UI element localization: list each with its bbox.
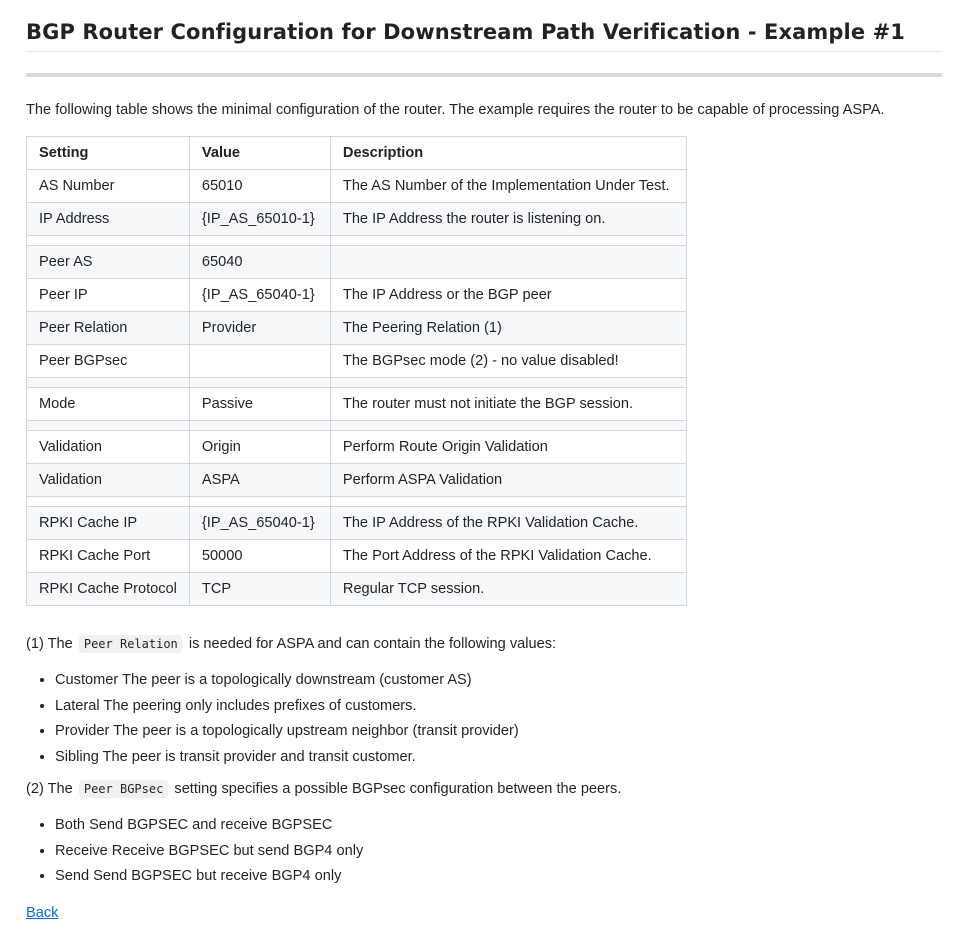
header-value: Value <box>189 137 330 170</box>
description-cell: The router must not initiate the BGP session. <box>330 388 686 421</box>
description-cell: The AS Number of the Implementation Under Test. <box>330 170 686 203</box>
table-row <box>27 345 687 378</box>
table-spacer-row <box>27 378 687 388</box>
note-1-suffix: is needed for ASPA and can contain the following values: <box>188 636 557 652</box>
note-2-prefix: (2) The <box>26 781 73 797</box>
setting-cell: AS Number <box>27 170 190 203</box>
spacer-cell <box>330 378 686 388</box>
peer-bgpsec-list <box>26 813 621 890</box>
note-1 <box>26 633 621 655</box>
spacer-cell <box>27 421 190 431</box>
description-cell: The IP Address of the RPKI Validation Cache. <box>330 507 686 540</box>
setting-cell: Validation <box>27 464 190 497</box>
description-cell: Regular TCP session. <box>330 573 686 606</box>
peer-bgpsec-code: Peer BGPsec <box>79 780 168 798</box>
horizontal-rule <box>26 73 942 77</box>
back-link[interactable]: Back <box>26 905 59 921</box>
description-cell: The BGPsec mode (2) - no value disabled! <box>330 345 686 378</box>
table-row <box>27 246 687 279</box>
value-cell: TCP <box>189 573 330 606</box>
table-spacer-row <box>27 497 687 507</box>
spacer-cell <box>330 421 686 431</box>
setting-cell: Peer IP <box>27 279 190 312</box>
setting-cell: RPKI Cache IP <box>27 507 190 540</box>
list-item: • Receive Receive BGPSEC but send BGP4 only <box>55 839 621 865</box>
value-cell: {IP_AS_65040-1} <box>189 507 330 540</box>
setting-cell: Peer AS <box>27 246 190 279</box>
spacer-cell <box>189 421 330 431</box>
spacer-cell <box>27 378 190 388</box>
setting-cell: Peer BGPsec <box>27 345 190 378</box>
table-row <box>27 507 687 540</box>
spacer-cell <box>330 497 686 507</box>
peer-relation-code: Peer Relation <box>79 635 183 653</box>
value-cell: 65010 <box>189 170 330 203</box>
table-row <box>27 540 687 573</box>
value-cell: 65040 <box>189 246 330 279</box>
table-row <box>27 170 687 203</box>
list-item: • Send Send BGPSEC but receive BGP4 only <box>55 864 621 890</box>
spacer-cell <box>27 497 190 507</box>
table-row <box>27 279 687 312</box>
spacer-cell <box>189 497 330 507</box>
table-row <box>27 464 687 497</box>
setting-cell: IP Address <box>27 203 190 236</box>
setting-cell: RPKI Cache Port <box>27 540 190 573</box>
table-row <box>27 573 687 606</box>
setting-cell: Validation <box>27 431 190 464</box>
table-header-row <box>27 137 687 170</box>
table-row <box>27 312 687 345</box>
spacer-cell <box>189 378 330 388</box>
page-title: BGP Router Configuration for Downstream Path Verification - Example #1 <box>26 0 942 52</box>
table-body <box>27 170 687 606</box>
peer-relation-list <box>26 668 621 770</box>
list-item: • Sibling The peer is transit provider and transit customer. <box>55 745 621 771</box>
value-cell: Origin <box>189 431 330 464</box>
note-2 <box>26 778 621 800</box>
list-item: • Provider The peer is a topologically upstream neighbor (transit provider) <box>55 719 621 745</box>
table-spacer-row <box>27 236 687 246</box>
list-item: • Both Send BGPSEC and receive BGPSEC <box>55 813 621 839</box>
config-table <box>26 136 687 606</box>
description-cell: The Port Address of the RPKI Validation Cache. <box>330 540 686 573</box>
list-item: • Lateral The peering only includes prefixes of customers. <box>55 694 621 720</box>
spacer-cell <box>27 236 190 246</box>
value-cell: ASPA <box>189 464 330 497</box>
setting-cell: Mode <box>27 388 190 421</box>
value-cell <box>189 345 330 378</box>
notes-section <box>26 633 621 890</box>
value-cell: {IP_AS_65040-1} <box>189 279 330 312</box>
document-page <box>26 0 942 120</box>
value-cell: Passive <box>189 388 330 421</box>
table-row <box>27 388 687 421</box>
value-cell: {IP_AS_65010-1} <box>189 203 330 236</box>
note-1-prefix: (1) The <box>26 636 73 652</box>
description-cell: Perform ASPA Validation <box>330 464 686 497</box>
table-row <box>27 431 687 464</box>
spacer-cell <box>330 236 686 246</box>
description-cell <box>330 246 686 279</box>
list-item: • Customer The peer is a topologically downstream (customer AS) <box>55 668 621 694</box>
description-cell: Perform Route Origin Validation <box>330 431 686 464</box>
intro-paragraph: The following table shows the minimal configuration of the router. The example requires the router to be capable of processing ASPA. <box>26 102 885 118</box>
header-setting: Setting <box>27 137 190 170</box>
table-spacer-row <box>27 421 687 431</box>
value-cell: 50000 <box>189 540 330 573</box>
spacer-cell <box>189 236 330 246</box>
setting-cell: RPKI Cache Protocol <box>27 573 190 606</box>
note-2-suffix: setting specifies a possible BGPsec configuration between the peers. <box>174 781 622 797</box>
table-row <box>27 203 687 236</box>
description-cell: The IP Address or the BGP peer <box>330 279 686 312</box>
value-cell: Provider <box>189 312 330 345</box>
setting-cell: Peer Relation <box>27 312 190 345</box>
description-cell: The Peering Relation (1) <box>330 312 686 345</box>
description-cell: The IP Address the router is listening on. <box>330 203 686 236</box>
header-description: Description <box>330 137 686 170</box>
